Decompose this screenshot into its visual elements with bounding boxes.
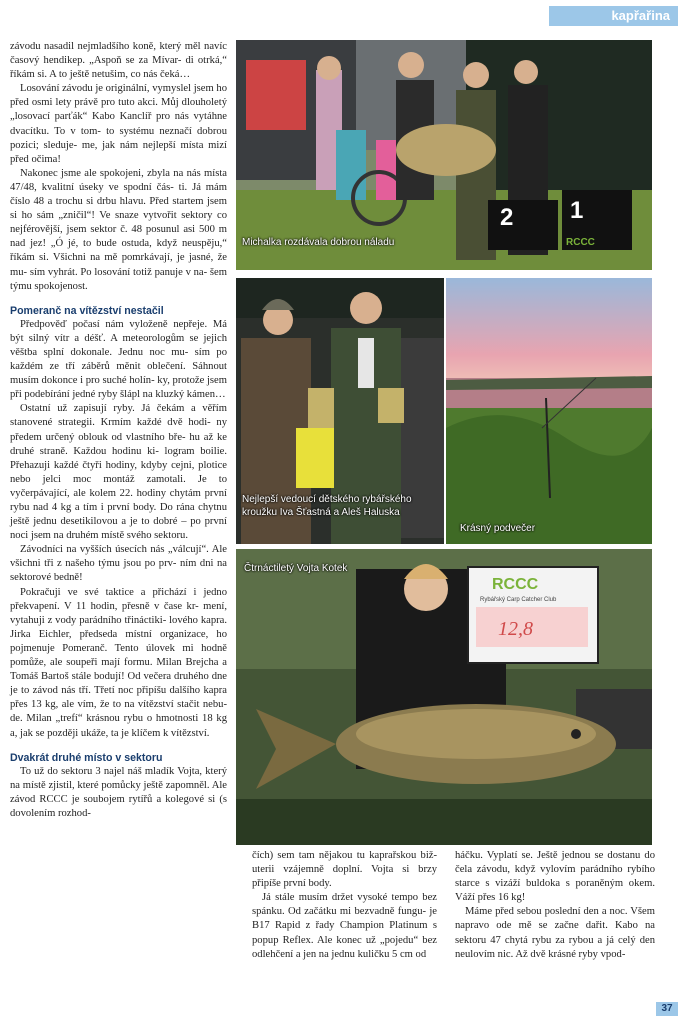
paragraph: To už do sektoru 3 najel náš mladík Vojta, který na místě zjistil, které pomůcky ještě zapomněl. Ale závod RCCC je soubojem rytířů a kolegové si (s dovolením rozhod- bbox=[10, 765, 227, 819]
podium-number: 2 bbox=[500, 204, 514, 231]
photo-caption: Michalka rozdávala dobrou náladu bbox=[242, 237, 395, 248]
photo-podium bbox=[236, 40, 652, 270]
paragraph: čích) sem tam nějakou tu kaprařskou biž- uterii vzájemně doplní. Vojta si brzy připíše první body. bbox=[252, 850, 437, 890]
article-column-3 bbox=[455, 849, 655, 962]
paragraph: Máme před sebou poslední den a noc. Všem napravo ode mě se začne dařit. Kabo na sektoru 47 chytá rybu za rybou a já celý den neulovím nic. Až dvě krásné ryby vpod- bbox=[455, 906, 655, 960]
photo-caption: Nejlepší vedoucí dětského rybářského kroužku Iva Šťastná a Aleš Haluska bbox=[242, 494, 412, 518]
article-column-1 bbox=[10, 40, 227, 821]
page-number: 37 bbox=[656, 1002, 678, 1016]
subheading: Pomeranč na vítězství nestačil bbox=[10, 304, 164, 317]
paragraph: závodu nasadil nejmladšího koně, který měl navíc časový hendikep. „Aspoň se za Mívar- di otrká,“ říkám si. A to ještě netušim, co nás čeká… bbox=[10, 41, 227, 81]
sign-weight: 12,8 bbox=[498, 618, 533, 640]
paragraph: Já stále musím držet vysoké tempo bez spánku. Od začátku mi bezvadně fungu- je B17 Rapid z řady Champion Platinum s popup Reflex. Ale konec už „pojedu“ bez odlehčení a jen na jednu kuličku 5 cm od bbox=[252, 892, 437, 960]
article-column-2 bbox=[252, 849, 437, 962]
paragraph: háčku. Vyplatí se. Ještě jednou se dostanu do čela závodu, když vylovím parádního rybího starce s vizáží buldoka s poraněným okem. Váží přes 16 kg! bbox=[455, 850, 655, 904]
photo-sunset bbox=[446, 278, 652, 544]
paragraph: Závodníci na vyšších úsecích nás „válcují“. Ale všichni tři z našeho týmu jsou po prv- ním dni na sektorové bedně! bbox=[10, 544, 227, 584]
paragraph: Ostatní už zapisují ryby. Já čekám a věřím stanovené strategii. Krmím každé dvě hodi- ny předem určený oblouk od vlastního bře- hu až ke druhé straně. Každou hodinu ki- logram boilie. Přehazuji každé čtyři hodiny, kdyby cejni, plotice nebo jelci moc montáž zamotali. Je to vyčerpávající, ale kolem 22. hodiny chytám první rybu nad 4 kg a tím i první body. Do rána chytnu ještě jednu desetikilovou a je to dobré – po první noci jsem na druhém místě svého sektoru. bbox=[10, 403, 227, 542]
photo-boy-carp bbox=[236, 549, 652, 845]
podium-number: 1 bbox=[570, 197, 584, 224]
section-tab: kapřařina bbox=[549, 6, 678, 26]
photo-caption: Krásný podvečer bbox=[460, 523, 536, 534]
paragraph: Losování závodu je originální, vymyslel jsem ho před osmi lety právě pro tuto akci. Můj dlouholetý „losovací parťák“ Kabo Kanclíř pro nás vytáhne dvacítku. To v tom- to systému neznačí dobrou pozici; sleduje- me, jak nám nejlepší místa mizí před očima! bbox=[10, 83, 227, 165]
photo-trophies bbox=[236, 278, 444, 544]
podium-logo: RCCC bbox=[566, 237, 595, 248]
sign-logo: RCCC bbox=[492, 576, 539, 593]
paragraph: Pokračuji ve své taktice a přichází i jedno překvapení. V 11 hodin, přesně v čase kr- mení, vytahuji z vody parádního třináctiki- lového kapra. Jirka Eichler, předseda místní organizace, ho pojmenuje Pomeranč. Tento úlovek mi hodně pomůže, ale soupeři mají formu. Milan Brejcha a Tomáš Bartoš stále bodují! Od večera druhého dne je to závod nás tří. Třetí noc připíšu dalšího kapra přes 13 kg, ale vím, že to na vítězství stačit nebu- de. Milan „trefí“ krásnou rybu o hmotnosti 18 kg a, jak se později ukáže, ta je klíčem k vítězství. bbox=[10, 586, 227, 739]
sign-subtitle: Rybářský Carp Catcher Club bbox=[480, 597, 557, 603]
paragraph: Předpověď počasí nám vyloženě nepřeje. Má být silný vítr a déšť. A meteorologům se jejich věštba splní dokonale. Jednu noc mu- sím po každém ze tří záběrů měnit oblečení. Sáhnout musím dokonce i pro suché holín- ky, protože jsem při podebírání jedné ryby šlápl na kluzký kámen… bbox=[10, 318, 227, 401]
paragraph: Nakonec jsme ale spokojeni, zbyla na nás místa 47/48, kvalitní úseky ve spodní čás- ti. Já mám číslo 48 a trochu si drbu hlavu. Před startem jsem si ho sám „zničil“! Ve snaze vytvořit sektory co nejférovější, jsem sektor č. 48 posunul asi 500 m nad jez! „Ó jé, to bude ostuda, když neuspěju,“ říkám si. Všichni na mě pomrkávají, je jasné, že mu- sím vyhrát. Po losování totiž panuje v na- šem týmu spokojenost. bbox=[10, 167, 227, 292]
photo-caption: Čtrnáctiletý Vojta Kotek bbox=[244, 563, 348, 574]
subheading: Dvakrát druhé místo v sektoru bbox=[10, 751, 163, 764]
